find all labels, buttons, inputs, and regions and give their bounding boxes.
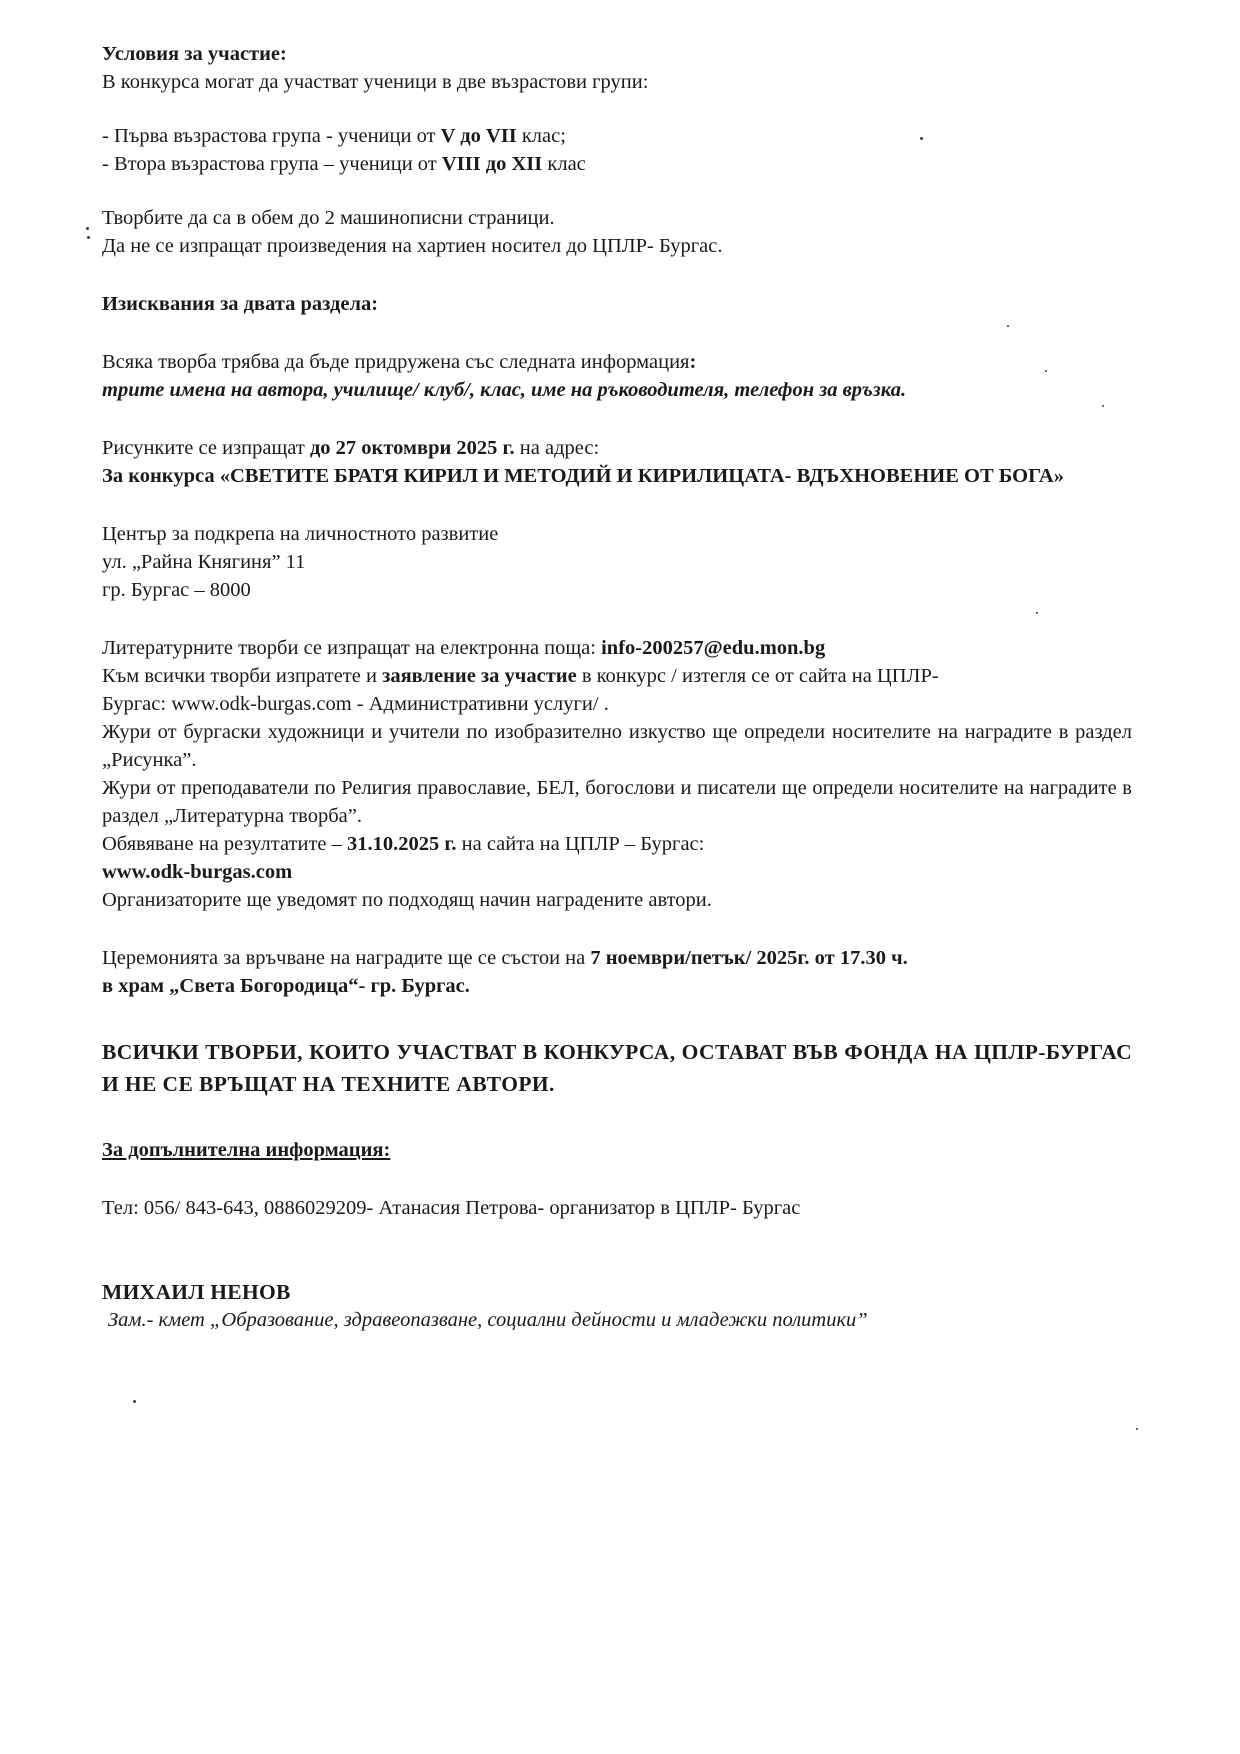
results-announcement: Обявяване на резултатите – 31.10.2025 г. на сайта на ЦПЛР – Бургас:	[102, 833, 705, 855]
signatory-title: Зам.- кмет „Образование, здравеопазване, социални дейности и младежки политики”	[108, 1309, 868, 1331]
no-paper-rule: Да не се изпращат произведения на хартиен носител до ЦПЛР- Бургас.	[102, 235, 723, 257]
jury-drawing: Жури от бургаски художници и учители по изобразително изкуство ще определи носителите на наградите в раздел „Рисунка”.	[102, 721, 1132, 771]
scan-speck	[1136, 1428, 1138, 1430]
jury-literature: Жури от преподаватели по Религия православие, БЕЛ, богослови и писатели ще определи носителите на наградите в раздел „Литературна творба”.	[102, 777, 1132, 827]
ceremony-line-2: в храм „Света Богородица“- гр. Бургас.	[102, 975, 470, 997]
requirements-heading: Изисквания за двата раздела:	[102, 293, 379, 315]
address-line-2: ул. „Райна Княгиня” 11	[102, 551, 306, 573]
signatory-name: МИХАИЛ НЕНОВ	[102, 1280, 291, 1304]
conditions-heading: Условия за участие:	[102, 43, 287, 65]
requirements-fields: трите имена на автора, училище/ клуб/, клас, име на ръководителя, телефон за връзка.	[102, 379, 907, 401]
application-site: Бургас: www.odk-burgas.com - Административни услуги/ .	[102, 693, 609, 715]
address-line-3: гр. Бургас – 8000	[102, 579, 251, 601]
conditions-intro: В конкурса могат да участват ученици в две възрастови групи:	[102, 71, 649, 93]
scan-speck	[1036, 612, 1038, 614]
scan-speck	[920, 137, 923, 140]
notify-authors: Организаторите ще уведомят по подходящ начин наградените автори.	[102, 889, 712, 911]
application-line: Към всички творби изпратете и заявление за участие в конкурс / изтегля се от сайта на ЦПЛР-	[102, 665, 939, 687]
document-page	[102, 40, 1132, 1334]
works-notice: ВСИЧКИ ТВОРБИ, КОИТО УЧАСТВАТ В КОНКУРСА, ОСТАВАТ ВЪВ ФОНДА НА ЦПЛР-БУРГАС И НЕ СЕ ВРЪЩАТ НА ТЕХНИТЕ АВТОРИ.	[102, 1040, 1132, 1096]
literature-email: Литературните творби се изпращат на електронна поща: info-200257@edu.mon.bg	[102, 637, 826, 659]
volume-rule: Творбите да са в обем до 2 машинописни страници.	[102, 207, 555, 229]
scan-speck	[87, 236, 90, 239]
requirements-intro: Всяка творба трябва да бъде придружена със следната информация:	[102, 351, 697, 373]
contact-phone: Тел: 056/ 843-643, 0886029209- Атанасия Петрова- организатор в ЦПЛР- Бургас	[102, 1197, 801, 1219]
scan-speck	[1045, 370, 1047, 372]
address-line-1: Център за подкрепа на личностното развитие	[102, 523, 499, 545]
drawings-deadline: Рисунките се изпращат до 27 октомври 2025 г. на адрес:	[102, 437, 600, 459]
scan-speck	[86, 227, 89, 230]
contest-title: За конкурса «СВЕТИТЕ БРАТЯ КИРИЛ И МЕТОДИЙ И КИРИЛИЦАТА- ВДЪХНОВЕНИЕ ОТ БОГА»	[102, 465, 1064, 487]
scan-speck	[1007, 325, 1009, 327]
age-group-2: - Втора възрастова група – ученици от VIII до XII клас	[102, 153, 586, 175]
scan-speck	[1102, 405, 1104, 407]
info-heading: За допълнителна информация:	[102, 1139, 391, 1161]
ceremony-line-1: Церемонията за връчване на наградите ще се състои на 7 ноември/петък/ 2025г. от 17.30 ч.	[102, 947, 908, 969]
age-group-1: - Първа възрастова група - ученици от V до VII клас;	[102, 125, 566, 147]
results-site: www.odk-burgas.com	[102, 861, 293, 883]
scan-speck	[133, 1400, 136, 1403]
